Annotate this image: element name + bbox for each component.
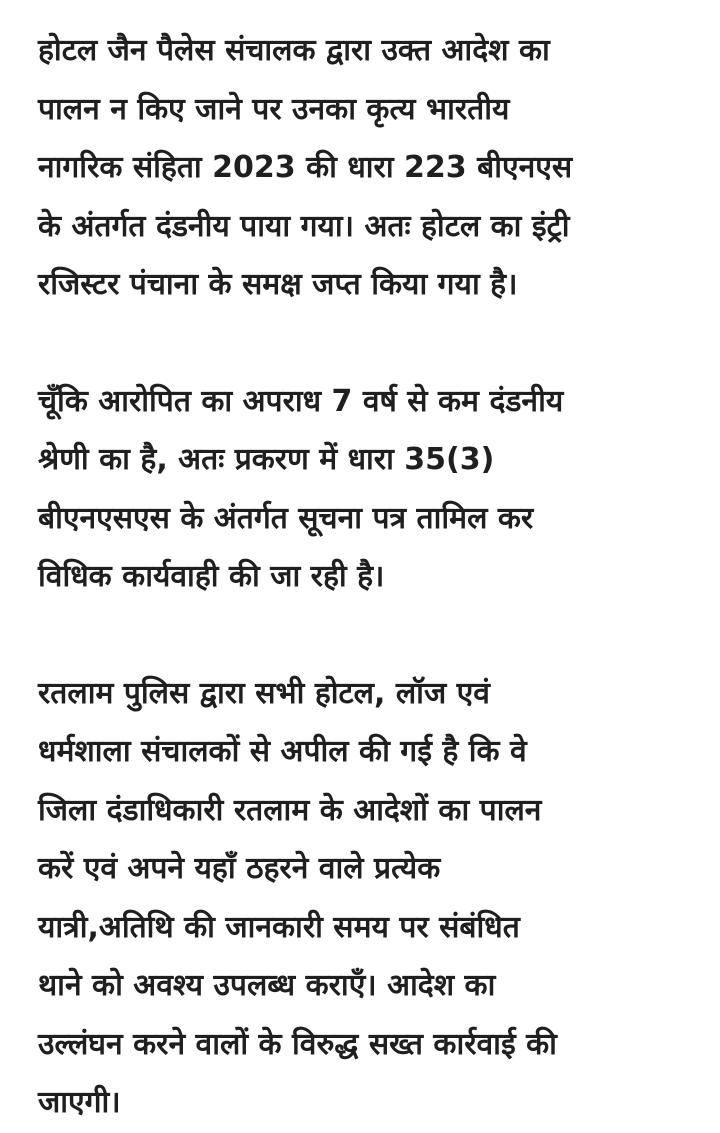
text-line: के अंतर्गत दंडनीय पाया गया। अतः होटल का इंट्री bbox=[38, 208, 570, 244]
text-line: करें एवं अपने यहाँ ठहरने वाले प्रत्येक bbox=[38, 851, 441, 886]
paragraph-hotel-violation bbox=[38, 22, 688, 315]
text-line: नागरिक संहिता 2023 की धारा 223 बीएनएस bbox=[38, 150, 573, 185]
text-line: जाएगी। bbox=[38, 1085, 121, 1120]
text-line: धर्मशाला संचालकों से अपील की गई है कि वे bbox=[38, 734, 527, 769]
text-line: उल्लंघन करने वालों के विरुद्ध सख्त कार्रवाई की bbox=[38, 1026, 557, 1062]
paragraph-police-appeal bbox=[38, 665, 688, 1133]
text-line: यात्री,अतिथि की जानकारी समय पर संबंधित bbox=[38, 909, 520, 945]
paragraph-legal-action bbox=[38, 373, 688, 607]
text-line: होटल जैन पैलेस संचालक द्वारा उक्त आदेश का bbox=[38, 33, 550, 68]
text-line: रजिस्टर पंचाना के समक्ष जप्त किया गया है। bbox=[38, 267, 518, 302]
text-line: पालन न किए जाने पर उनका कृत्य भारतीय bbox=[38, 91, 510, 127]
text-line: श्रेणी का है, अतः प्रकरण में धारा 35(3) bbox=[38, 442, 495, 477]
text-line: बीएनएसएस के अंतर्गत सूचना पत्र तामिल कर bbox=[38, 500, 534, 536]
article-body bbox=[38, 22, 688, 1133]
text-line: चूँकि आरोपित का अपराध 7 वर्ष से कम दंडनीय bbox=[38, 383, 564, 419]
text-line: थाने को अवश्य उपलब्ध कराएँ। आदेश का bbox=[38, 968, 496, 1003]
text-line: विधिक कार्यवाही की जा रही है। bbox=[38, 559, 385, 594]
text-line: रतलाम पुलिस द्वारा सभी होटल, लॉज एवं bbox=[38, 675, 490, 711]
text-line: जिला दंडाधिकारी रतलाम के आदेशों का पालन bbox=[38, 792, 542, 828]
